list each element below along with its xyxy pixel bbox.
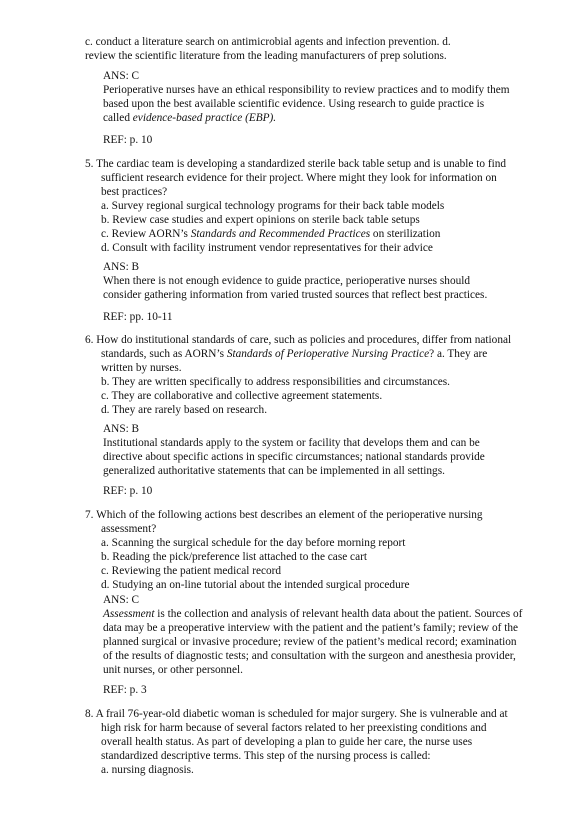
rationale-line: directive about specific actions in specific circumstances; national standards provide — [103, 451, 485, 463]
rationale-line: unit nurses, or other personnel. — [103, 664, 243, 676]
answer-key: ANS: C — [103, 594, 140, 606]
option-d: d. They are rarely based on research. — [101, 404, 268, 416]
answer-block — [103, 260, 487, 302]
rationale-line: planned surgical or invasive procedure; review of the patient’s medical record; examination — [103, 636, 517, 648]
option-a: a. Survey regional surgical technology programs for their back table models — [101, 200, 445, 212]
option-a: a. nursing diagnosis. — [101, 764, 194, 776]
question-stem: 5. The cardiac team is developing a standardized sterile back table setup and is unable to find — [85, 158, 507, 170]
rationale-line: consider gathering information from varied trusted sources that reflect best practices. — [103, 289, 488, 301]
reference: REF: pp. 10-11 — [103, 311, 173, 323]
rationale-line: called evidence-based practice (EBP). — [103, 112, 277, 124]
rationale-line: Assessment is the collection and analysis of relevant health data about the patient. Sources of — [103, 608, 523, 620]
options-continuation — [85, 35, 451, 63]
rationale-line: of the results of diagnostic tests; and consultation with the surgeon and anesthesia provider, — [103, 650, 516, 662]
rationale-line: based upon the best available scientific evidence. Using research to guide practice is — [103, 98, 485, 110]
rationale-line: When there is not enough evidence to guide practice, perioperative nurses should — [103, 275, 471, 287]
option-b: b. Review case studies and expert opinions on sterile back table setups — [101, 214, 420, 226]
question-stem: standardized descriptive terms. This step of the nursing process is called: — [101, 750, 431, 762]
reference: REF: p. 10 — [103, 134, 153, 146]
answer-block — [103, 69, 510, 125]
reference: REF: p. 10 — [103, 485, 153, 497]
answer-key: ANS: B — [103, 261, 140, 273]
option-d: review the scientific literature from the leading manufacturers of prep solutions. — [85, 50, 447, 62]
option-c: c. They are collaborative and collective agreement statements. — [101, 390, 383, 402]
option-c: c. Reviewing the patient medical record — [101, 565, 282, 577]
option-b: b. Reading the pick/preference list attached to the case cart — [101, 551, 367, 563]
question-stem: high risk for harm because of several factors related to her preexisting conditions and — [101, 722, 487, 734]
answer-block — [103, 593, 522, 677]
question-stem: overall health status. As part of developing a plan to guide her care, the nurse uses — [101, 736, 473, 748]
question-7 — [85, 508, 483, 592]
question-8 — [85, 707, 508, 777]
question-6 — [85, 333, 511, 417]
question-stem: standards, such as AORN’s Standards of Perioperative Nursing Practice? a. They are — [101, 348, 488, 360]
question-stem: 7. Which of the following actions best describes an element of the perioperative nursing — [85, 509, 483, 521]
option-c: c. Review AORN’s Standards and Recommended Practices on sterilization — [101, 228, 441, 240]
option-a: a. Scanning the surgical schedule for the day before morning report — [101, 537, 406, 549]
answer-block — [103, 422, 485, 478]
question-stem: 6. How do institutional standards of care, such as policies and procedures, differ from national — [85, 334, 512, 346]
answer-key: ANS: B — [103, 423, 140, 435]
rationale-line: data may be a preoperative interview with the patient and the patient’s family; review of the — [103, 622, 519, 634]
question-stem: best practices? — [101, 186, 168, 198]
option-c: c. conduct a literature search on antimicrobial agents and infection prevention. d. — [85, 36, 451, 48]
rationale-line: Perioperative nurses have an ethical responsibility to review practices and to modify them — [103, 84, 510, 96]
question-stem: assessment? — [101, 523, 157, 535]
question-stem: sufficient research evidence for their project. Where might they look for information on — [101, 172, 497, 184]
option-d: d. Consult with facility instrument vendor representatives for their advice — [101, 242, 433, 254]
option-b: b. They are written specifically to address responsibilities and circumstances. — [101, 376, 450, 388]
question-5 — [85, 157, 506, 255]
reference: REF: p. 3 — [103, 684, 147, 696]
option-d: d. Studying an on-line tutorial about the intended surgical procedure — [101, 579, 410, 591]
question-stem: written by nurses. — [101, 362, 182, 374]
question-stem: 8. A frail 76-year-old diabetic woman is scheduled for major surgery. She is vulnerable and at — [85, 708, 508, 720]
rationale-line: Institutional standards apply to the system or facility that develops them and can be — [103, 437, 480, 449]
answer-key: ANS: C — [103, 70, 140, 82]
rationale-line: generalized authoritative statements that can be implemented in all settings. — [103, 465, 445, 477]
